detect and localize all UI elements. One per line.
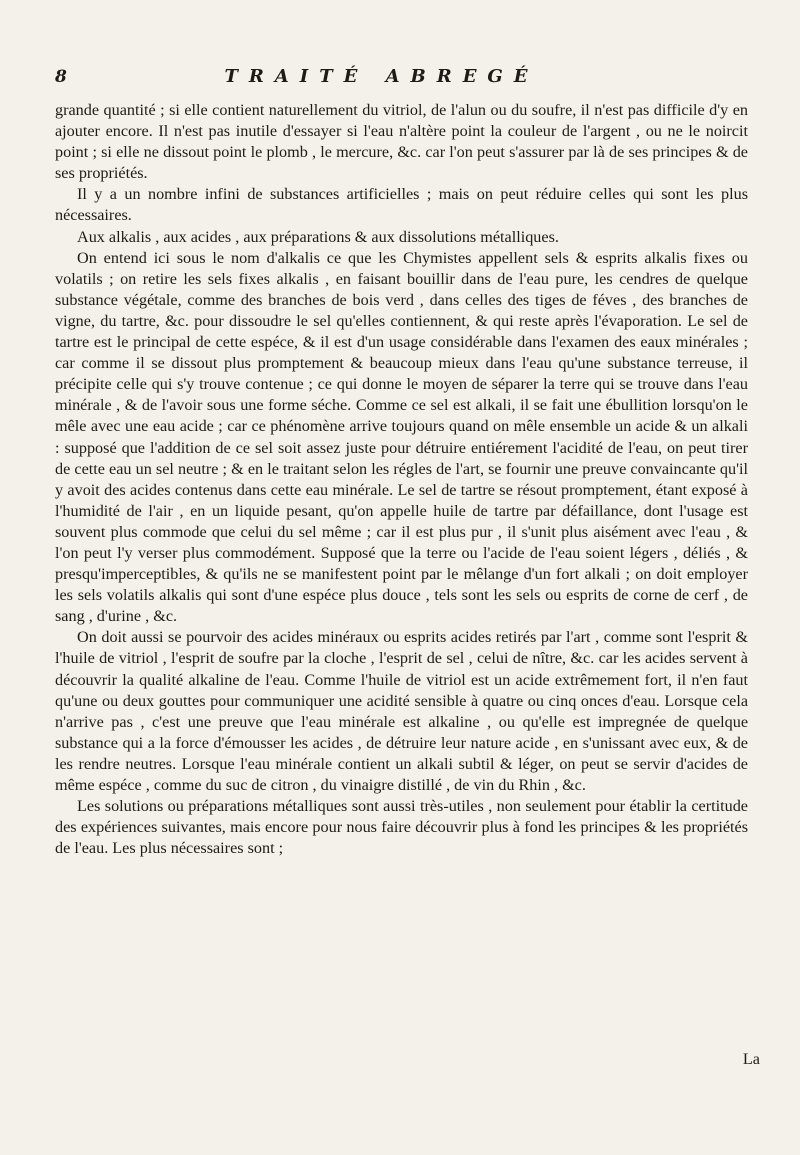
paragraph: On entend ici sous le nom d'alkalis ce que les Chymistes appellent sels & esprits alkalis fixes ou volatils ; on retire les sels fixes alkalis , en faisant bouillir dans de l'eau pure, les cendres de quelque substance végétale, comme des branches de bois verd , dans celles des tiges de féves , des branches de vigne, du tartre, &c. pour dissoudre le sel qu'elles contiennent, & qui reste après l'évaporation. Le sel de tartre est le principal de cette espéce, & il est d'un usage considérable dans l'examen des eaux minérales ; car comme il se dissout plus promptement & beaucoup mieux dans l'eau qu'une substance terreuse, il précipite celle qui s'y trouve contenue ; ce qui donne le moyen de séparer la terre qui se trouve dans l'eau minérale , & de l'avoir sous une forme séche. Comme ce sel est alkali, il se fait une ébullition lorsqu'on le mêle avec une eau acide ; car ce phénomène arrive toujours quand on mêle ensemble un acide & un alkali : supposé que l'addition de ce sel soit assez juste pour détruire entiérement l'acidité de l'eau, on peut tirer de cette eau un sel neutre ; & en le traitant selon les régles de l'art, se fournir une preuve convaincante qu'il y avoit des acides contenus dans cette eau minérale. Le sel de tartre se résout promptement, étant exposé à l'humidité de l'air , en un liquide pesant, qu'on appelle huile de tartre par défaillance, dont l'usage est souvent plus commode que celui du sel même ; car il est plus pur , il s'unit plus aisément avec l'eau , & l'on peut l'y verser plus commodément. Supposé que la terre ou l'acide de l'eau soient légers , déliés , & presqu'imperceptibles, & qu'ils ne se manifestent point par le mêlange d'un fort alkali ; on doit employer les sels volatils alkalis qui sont d'une espéce plus douce , tels sont les sels ou esprits de corne de cerf , de sang , d'urine , &c. — [55, 248, 748, 626]
catchword: La — [742, 1050, 760, 1068]
paragraph: Aux alkalis , aux acides , aux préparations & aux dissolutions métalliques. — [77, 227, 559, 246]
body-text — [55, 100, 748, 859]
page-number: 8 — [55, 67, 67, 87]
paragraph: Il y a un nombre infini de substances artificielles ; mais on peut réduire celles qui sont les plus nécessaires. — [55, 185, 748, 225]
paragraph: Les solutions ou préparations métalliques sont aussi très-utiles , non seulement pour établir la certitude des expériences suivantes, mais encore pour nous faire découvrir plus à fond les principes & les propriétés de l'eau. Les plus nécessaires sont ; — [55, 797, 748, 858]
paragraph: On doit aussi se pourvoir des acides minéraux ou esprits acides retirés par l'art , comme sont l'esprit & l'huile de vitriol , l'esprit de soufre par la cloche , l'esprit de sel , celui de nître, &c. car les acides servent à découvrir la qualité alkaline de l'eau. Comme l'huile de vitriol est un acide extrêmement fort, il n'en faut qu'une ou deux gouttes pour communiquer une acidité sensible à quatre ou cinq onces d'eau. Lorsque cela n'arrive pas , c'est une preuve que l'eau minérale est alkaline , ou qu'elle est impregnée de quelque substance qui a la force d'émousser les acides , de détruire leur nature acide , en s'unissant avec eux, & de les rendre neutres. Lorsque l'eau minérale contient un alkali subtil & léger, on peut se servir d'acides de même espéce , comme du suc de citron , du vinaigre distillé , de vin du Rhin , &c. — [55, 628, 748, 794]
running-title: TRAITÉ ABREGÉ — [224, 66, 539, 87]
paragraph: grande quantité ; si elle contient naturellement du vitriol, de l'alun ou du soufre, il n'est pas difficile d'y en ajouter encore. Il n'est pas inutile d'essayer si l'eau n'altère point la couleur de l'argent , ou ne le noircit point ; si elle ne dissout point le plomb , le mercure, &c. car l'on peut s'assurer par là de ses principes & de ses propriétés. — [55, 101, 748, 183]
running-head — [55, 66, 748, 92]
